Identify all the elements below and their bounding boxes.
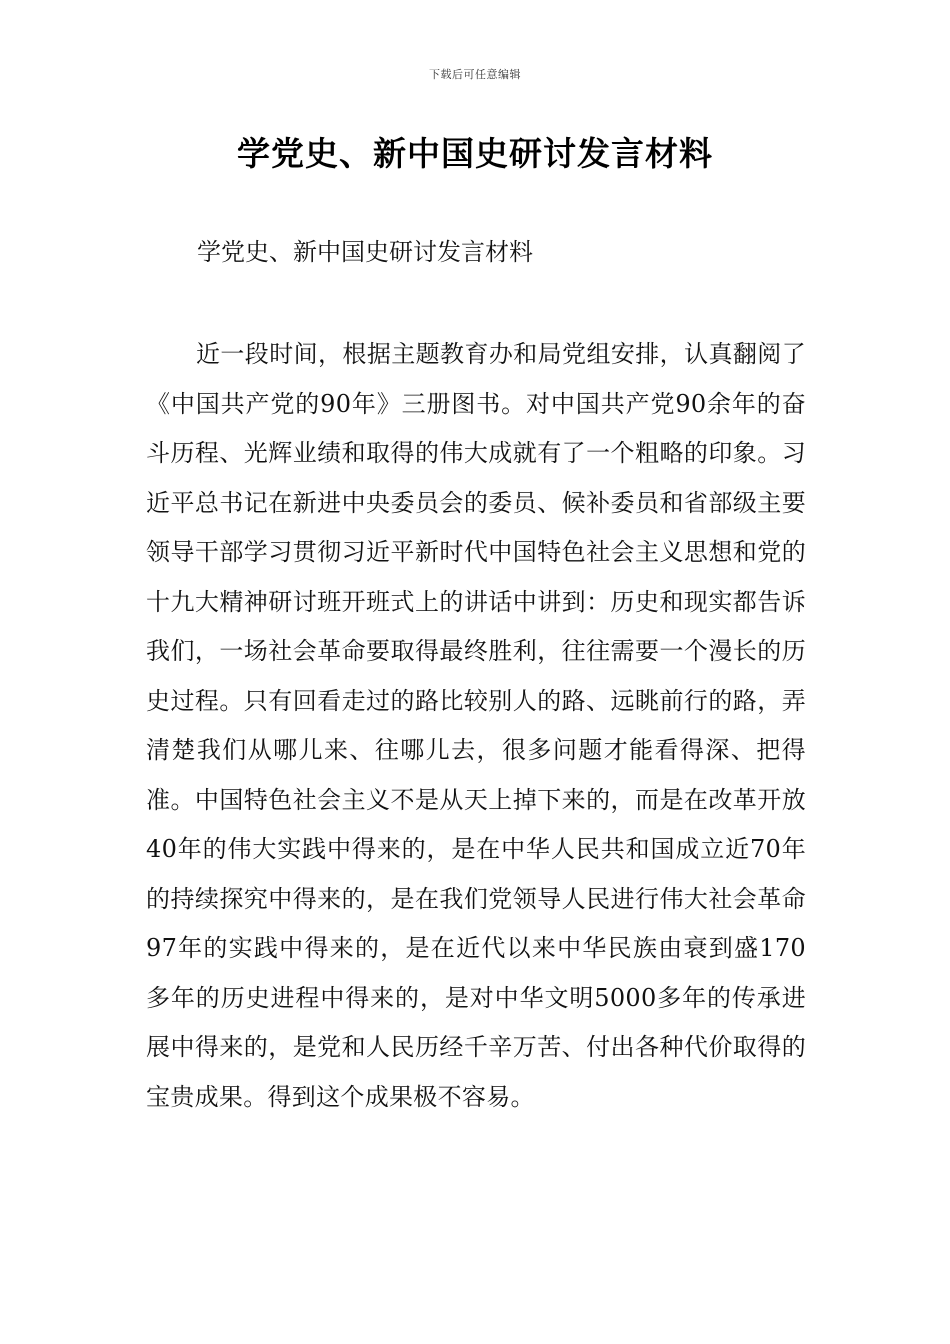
body-paragraph: 近一段时间，根据主题教育办和局党组安排，认真翻阅了《中国共产党的90年》三册图书。对中国共产党90余年的奋斗历程、光辉业绩和取得的伟大成就有了一个粗略的印象。习近平总书记在新进中央委员会的委员、候补委员和省部级主要领导干部学习贯彻习近平新时代中国特色社会主义思想和党的十九大精神研讨班开班式上的讲话中讲到：历史和现实都告诉我们，一场社会革命要取得最终胜利，往往需要一个漫长的历史过程。只有回看走过的路比较别人的路、远眺前行的路，弄清楚我们从哪儿来、往哪儿去，很多问题才能看得深、把得准。中国特色社会主义不是从天上掉下来的，而是在改革开放40年的伟大实践中得来的，是在中华人民共和国成立近70年的持续探究中得来的，是在我们党领导人民进行伟大社会革命97年的实践中得来的，是在近代以来中华民族由衰到盛170多年的历史进程中得来的，是对中华文明5000多年的传承进展中得来的，是党和人民历经千辛万苦、付出各种代价取得的宝贵成果。得到这个成果极不容易。 xyxy=(146,340,806,1111)
document-title: 学党史、新中国史研讨发言材料 xyxy=(237,134,713,173)
document-subtitle: 学党史、新中国史研讨发言材料 xyxy=(197,238,533,266)
header-note: 下载后可任意编辑 xyxy=(429,68,521,81)
